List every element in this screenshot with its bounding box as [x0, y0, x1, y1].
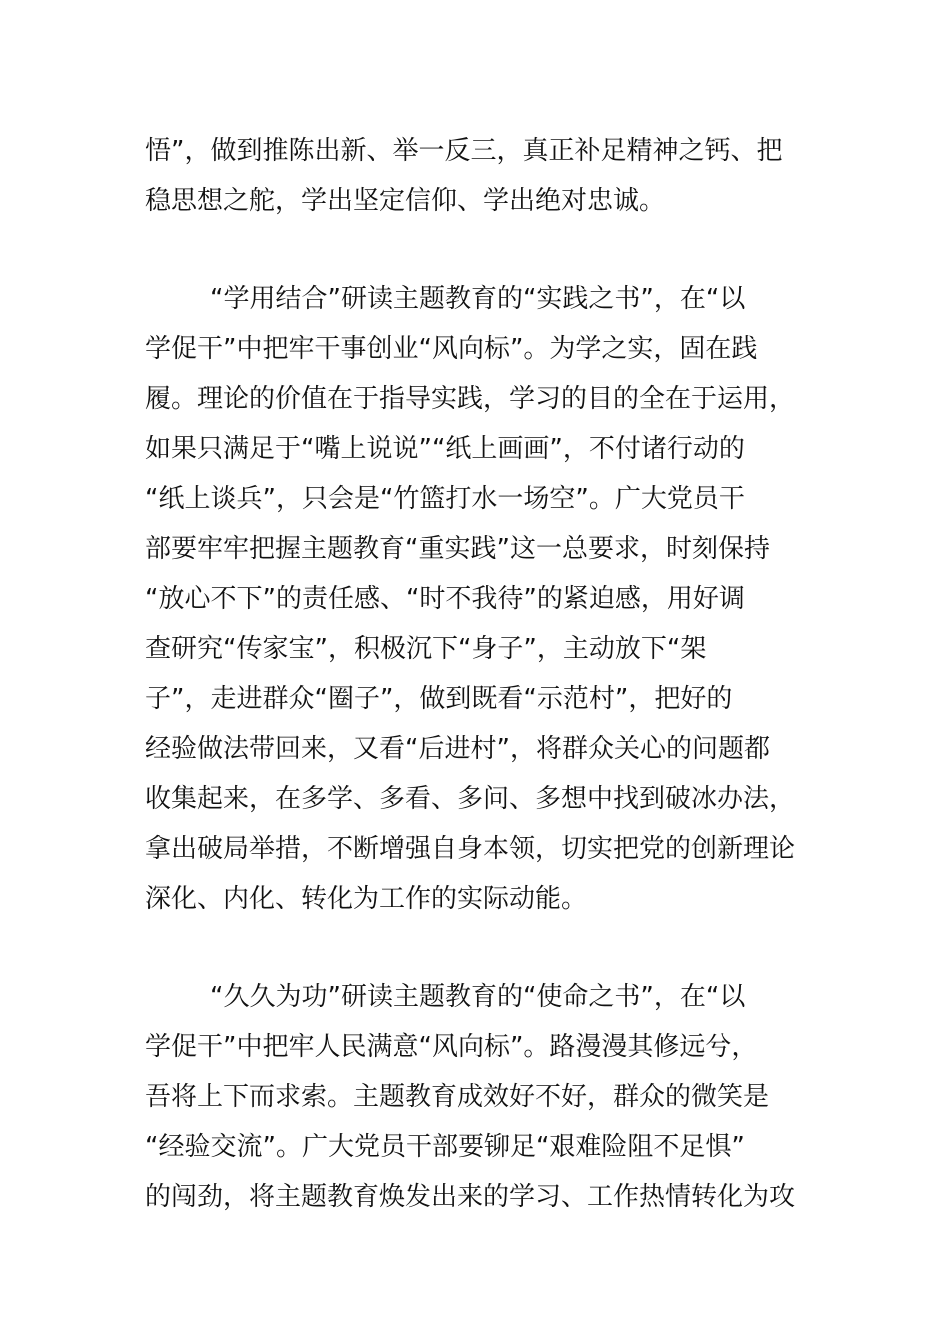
- paragraph-line: 履。理论的价值在于指导实践，学习的目的全在于运用，: [145, 384, 796, 414]
- paragraph-line: “久久为功”研读主题教育的“使命之书”，在“以: [210, 982, 746, 1012]
- paragraph-line: 吾将上下而求索。主题教育成效好不好，群众的微笑是: [145, 1082, 770, 1112]
- paragraph-line: 深化、内化、转化为工作的实际动能。: [145, 884, 588, 914]
- paragraph-line: 收集起来，在多学、多看、多问、多想中找到破冰办法，: [145, 784, 796, 814]
- paragraph-line: 如果只满足于“嘴上说说”“纸上画画”，不付诸行动的: [145, 434, 745, 464]
- paragraph-line: “放心不下”的责任感、“时不我待”的紧迫感，用好调: [145, 584, 745, 614]
- paragraph-line: 查研究“传家宝”，积极沉下“身子”，主动放下“架: [145, 634, 707, 664]
- paragraph-line: 的闯劲，将主题教育焕发出来的学习、工作热情转化为攻: [145, 1182, 796, 1212]
- paragraph-line: 学促干”中把牢干事创业“风向标”。为学之实，固在践: [145, 334, 758, 364]
- paragraph-line: “纸上谈兵”，只会是“竹篮打水一场空”。广大党员干: [145, 484, 745, 514]
- paragraph-line: 部要牢牢把握主题教育“重实践”这一总要求，时刻保持: [145, 534, 770, 564]
- paragraph-2: [145, 274, 810, 924]
- paragraph-line: 学促干”中把牢人民满意“风向标”。路漫漫其修远兮，: [145, 1032, 758, 1062]
- paragraph-line: 拿出破局举措，不断增强自身本领，切实把党的创新理论: [145, 834, 796, 864]
- paragraph-line: “学用结合”研读主题教育的“实践之书”，在“以: [210, 284, 746, 314]
- paragraph-line: 经验做法带回来，又看“后进村”，将群众关心的问题都: [145, 734, 770, 764]
- paragraph-line: 子”，走进群众“圈子”，做到既看“示范村”，把好的: [145, 684, 733, 714]
- paragraph-3: [145, 972, 810, 1222]
- paragraph-line: 悟”，做到推陈出新、举一反三，真正补足精神之钙、把: [145, 136, 783, 166]
- paragraph-1: [145, 126, 810, 226]
- paragraph-line: 稳思想之舵，学出坚定信仰、学出绝对忠诚。: [145, 186, 666, 216]
- paragraph-line: “经验交流”。广大党员干部要铆足“艰难险阻不足惧”: [145, 1132, 745, 1162]
